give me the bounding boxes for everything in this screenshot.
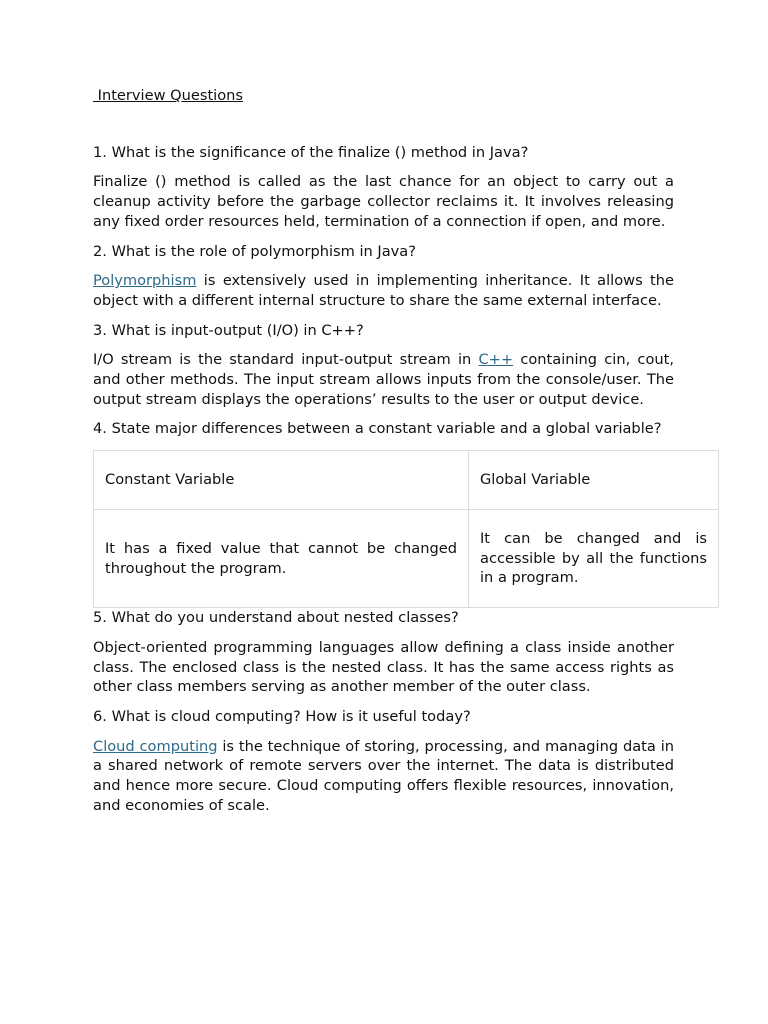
answer-2-text: is extensively used in implementing inheritance. It allows the object with a different internal structure to share the same external interface. [93,272,674,309]
answer-1: Finalize () method is called as the last chance for an object to carry out a cleanup activity before the garbage collector reclaims it. It involves releasing any fixed order resources held, termination of a connection if open, and more. [93,173,674,230]
table-cell: It can be changed and is accessible by all the functions in a program. [469,510,719,608]
answer-3-text-before: I/O stream is the standard input-output stream in [93,351,479,369]
table-header-cell: Global Variable [469,451,719,510]
answer-6-text: is the technique of storing, processing, and managing data in a shared network of remote servers over the internet. The data is distributed and hence more secure. Cloud computing offers flexible resources, innovation, and economies of scale. [93,737,674,814]
answer-3-text-after: containing cin, cout, and other methods. The input stream allows inputs from the console/user. The output stream displays the operations’ results to the user or output device. [93,351,674,408]
table-header-row [94,451,719,510]
answer-2 [93,271,674,310]
question-1: 1. What is the significance of the finalize () method in Java? [93,143,529,161]
document-page [93,86,707,825]
answer-6 [93,737,674,816]
question-5: 5. What do you understand about nested classes? [93,609,459,627]
question-4: 4. State major differences between a constant variable and a global variable? [93,420,662,438]
table-cell: It has a fixed value that cannot be changed throughout the program. [94,510,469,608]
question-3: 3. What is input-output (I/O) in C++? [93,321,364,339]
table-row [94,510,719,608]
page-title: Interview Questions [93,87,244,104]
cloud-computing-link[interactable]: Cloud computing [93,737,218,755]
table-header-cell: Constant Variable [94,451,469,510]
comparison-table [93,450,719,608]
polymorphism-link[interactable]: Polymorphism [93,272,197,290]
cpp-link[interactable]: C++ [478,351,514,369]
question-6: 6. What is cloud computing? How is it useful today? [93,707,471,725]
answer-3 [93,350,674,409]
question-2: 2. What is the role of polymorphism in Java? [93,242,416,260]
answer-5: Object-oriented programming languages allow defining a class inside another class. The enclosed class is the nested class. It has the same access rights as other class members serving as another member of the outer class. [93,638,674,696]
